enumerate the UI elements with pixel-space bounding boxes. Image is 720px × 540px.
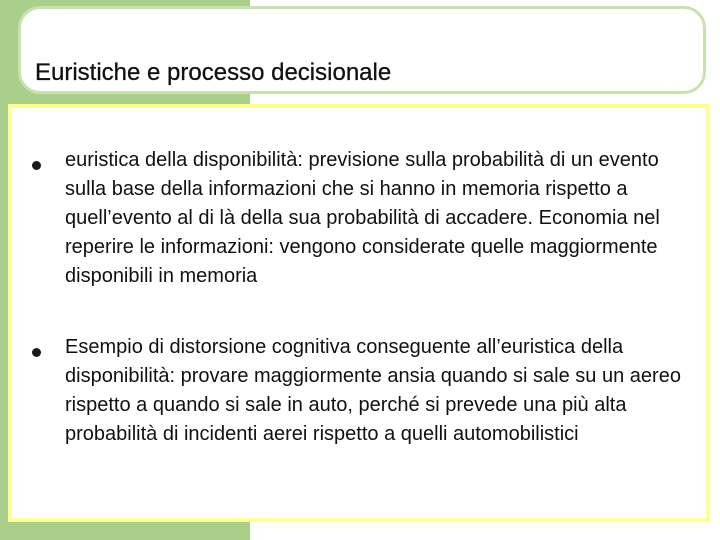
bullet-term: euristica della disponibilità	[65, 149, 298, 171]
bullet-text	[65, 146, 705, 291]
bullet-body: Esempio di distorsione cognitiva conseguente all’euristica della disponibilità: provare maggiormente ansia quando si sale su un aereo rispetto a quando si sale in auto, perché si prevede una più alta probabilità di incidenti aerei rispetto a quelli automobilistici	[65, 336, 681, 445]
bullet-body: : previsione sulla probabilità di un evento sulla base della informazioni che si hanno in memoria rispetto a quell’evento al di là della sua probabilità di accadere. Economia nel reperire le informazioni: vengono considerate quelle maggiormente disponibili in memoria	[65, 149, 660, 287]
bullet-dot-icon	[32, 161, 41, 170]
content-box	[8, 104, 710, 522]
bullet-text	[65, 333, 705, 449]
title-box	[18, 6, 706, 94]
bullet-dot-icon	[32, 348, 41, 357]
slide-title: Euristiche e processo decisionale	[35, 59, 392, 86]
